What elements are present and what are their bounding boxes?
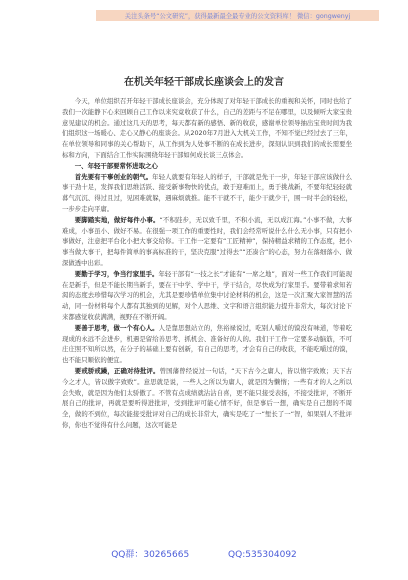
footer-qq-group: QQ群：30265665 bbox=[111, 550, 190, 560]
footer-contact bbox=[0, 547, 408, 560]
paragraph-2-lead: 要脚踏实地，做好每件小事。 bbox=[74, 215, 160, 224]
paragraph-1 bbox=[62, 172, 352, 215]
header-banner bbox=[96, 10, 379, 21]
document-title: 在机关年轻干部成长座谈会上的发言 bbox=[124, 77, 284, 88]
paragraph-3-lead: 要勤于学习，争当行家里手。 bbox=[74, 269, 159, 278]
paragraph-2-text: “不积跬步，无以致千里，不积小流，无以成江海。”小事不做，大事难成，小事虽小、做好不易。在很强一项工作的重要性时，我们会经常听说什么什么无小事，只有把小事做好，注意把平台化小把大事交给你。干工作一定要有“工匠精神”，保持精益求精的工作态度，把小事当做大事干，把每件简单的事高标准的干，坚决克服“过得去”“还凑合”的心态，努力在落细落小、做深做透中出彩。 bbox=[62, 215, 352, 267]
banner-text: 关注头条号“公文研究”，获得最新最全最专业的公文资料库！ 微信：gongwenyj bbox=[124, 13, 351, 20]
paragraph-4 bbox=[62, 323, 352, 366]
paragraph-4-text: 人是靠思想站立的，焦裕禄说过，吃别人嚼过的馍没有味道，等着吃现成的永远不会进步，机遇是留给善思考、抓机会、准备好的人的。我们干工作一定要多动脑筋，不可庄庄照不知所以然，在分子的基础上要有创新，有自己的思考，才会有自己的收获，不能吃嚼过的馍，也不能只顺依的便宜。 bbox=[62, 323, 353, 365]
paragraph-4-lead: 要善于思考，做一个有心人。 bbox=[74, 323, 159, 332]
section-heading: 一、年轻干部要常怀进取之心 bbox=[74, 161, 158, 170]
footer-qq: QQ:535304092 bbox=[228, 550, 297, 560]
intro-paragraph: 今天，单位组织召开年轻干部成长座谈会，充分体现了对年轻干部成长的重视和关怀，同时也给了我们一次能静下心来回顾自己工作以来究竟收获了什么，自己的差距与不足在哪里，以及倾听大家宝贵意见建议的机会。通过这几天的思考，每天都有新的感悟、新的收获，感谢单位领导抽出宝贵时间为我们组织这一场暖心、走心又静心的座谈会。从2020年7月进入大机关工作，不知不觉已经过去了三年，在单位领导和同事的关心帮助下，从工作到为人处事不断的在成长进步，深刻认识到我们的成长需要坐标和方向，下面结合工作实际围绕年轻干部如何成长谈三点体会。 bbox=[62, 97, 352, 159]
paragraph-5-lead: 要戒骄戒躁，正确对待批评。 bbox=[74, 366, 160, 375]
paragraph-3 bbox=[62, 269, 352, 323]
paragraph-5 bbox=[62, 366, 352, 431]
paragraph-2 bbox=[62, 215, 352, 269]
paragraph-5-text: 曾国藩曾经说过一句话，“天下古今之庸人，皆以惰字致败；天下古今之才人，皆以傲字致败”。意思就是说，一些人之所以为庸人，就是因为懒惰；一些有才的人之所以会失败，就是因为他们太骄傲了。不管有点成绩就沾沾自喜，更不能只接受表扬，不接受批评，不断开展自己的批评，再就是要听得进批评，受到批评可能心情不好，但是事后一想，确实是自己想的不周全，做的不到位，每次能接受批评对自己的成长非常大，确实是吃了一“堑长了一“智，如果别人不批评你，你也不觉得有什么问题，这次可能是 bbox=[62, 366, 353, 429]
paragraph-3-text: 年轻干部有“一技之长”才能有“一席之地”，面对一些工作我们可能现在是新手，但是不能长期当新手，要在干中学、学中干，学干结合，尽快成为行家里手。要带着求知若渴的态度去珍惜每次学习的机会，尤其是要珍惜单位集中讨论材料的机会，这是一次汇聚大家智慧的活动，同一份材料每个人都有其独到的见解，对个人思维、文字和语言组织能力提升非常大，每次讨论下来都感觉收获满满，视野在不断开阔。 bbox=[62, 269, 352, 321]
document-body bbox=[62, 96, 352, 431]
paragraph-1-lead: 首先要有干事创业的朝气。 bbox=[74, 172, 153, 181]
paragraph-1-text: 年轻人就要有年轻人的样子，干部就是先干一步，年轻干部应该做什么事干劲十足，发挥我们思维活跃、接受新事物快的优点，敢于迎难而上，勇于挑战新，不要年纪轻轻就暮气沉沉、得过且过，见困难就躲，遇麻烦就推。能不干就不干，能少干就少干，围一时半会的轻松，一步步走向平庸。 bbox=[62, 172, 352, 213]
